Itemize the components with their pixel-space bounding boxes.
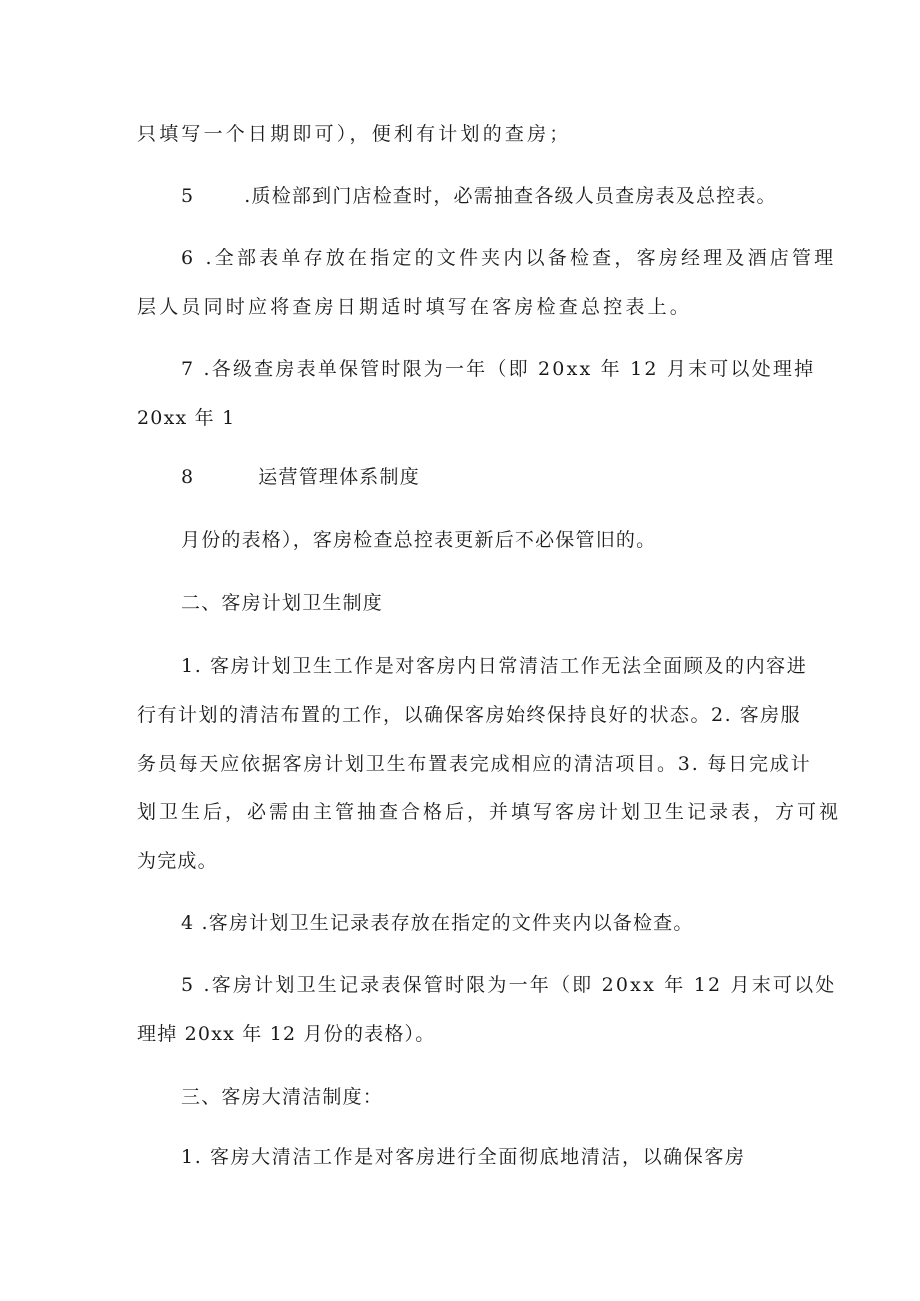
section-heading: 二、客房计划卫生制度 [181, 592, 384, 614]
text-line: 层人员同时应将查房日期适时填写在客房检查总控表上。 [137, 296, 693, 318]
text-line: 6 .全部表单存放在指定的文件夹内以备检查，客房经理及酒店管理 [181, 247, 837, 269]
text-line [181, 184, 831, 208]
text-line: 20xx 年 1 [137, 407, 236, 429]
section-title: 运营管理体系制度 [258, 466, 420, 488]
text-line: 只填写一个日期即可），便利有计划的查房； [137, 123, 572, 145]
text-line: 月份的表格），客房检查总控表更新后不必保管旧的。 [181, 529, 657, 551]
text-line: 划卫生后，必需由主管抽查合格后，并填写客房计划卫生记录表，方可视 [137, 801, 842, 823]
text-line: 务员每天应依据客房计划卫生布置表完成相应的清洁项目。3. 每日完成计 [137, 753, 812, 775]
text-line: 7 .各级查房表单保管时限为一年（即 20xx 年 12 月末可以处理掉 [181, 358, 816, 380]
list-text: .质检部到门店检查时，必需抽查各级人员查房表及总控表。 [244, 185, 777, 207]
text-line: 1. 客房大清洁工作是对客房进行全面彻底地清洁，以确保客房 [181, 1146, 746, 1168]
text-line [181, 465, 831, 489]
list-number: 5 [181, 185, 195, 207]
text-line: 理掉 20xx 年 12 月份的表格）。 [137, 1023, 436, 1045]
text-line: 4 .客房计划卫生记录表存放在指定的文件夹内以备检查。 [181, 912, 694, 934]
section-heading: 三、客房大清洁制度： [181, 1086, 384, 1108]
list-number: 8 [181, 466, 195, 488]
text-line: 5 .客房计划卫生记录表保管时限为一年（即 20xx 年 12 月末可以处 [181, 974, 837, 996]
text-line: 行有计划的清洁布置的工作，以确保客房始终保持良好的状态。2. 客房服 [137, 704, 802, 726]
text-line: 1. 客房计划卫生工作是对客房内日常清洁工作无法全面顾及的内容进 [181, 655, 808, 677]
text-line: 为完成。 [137, 850, 218, 872]
